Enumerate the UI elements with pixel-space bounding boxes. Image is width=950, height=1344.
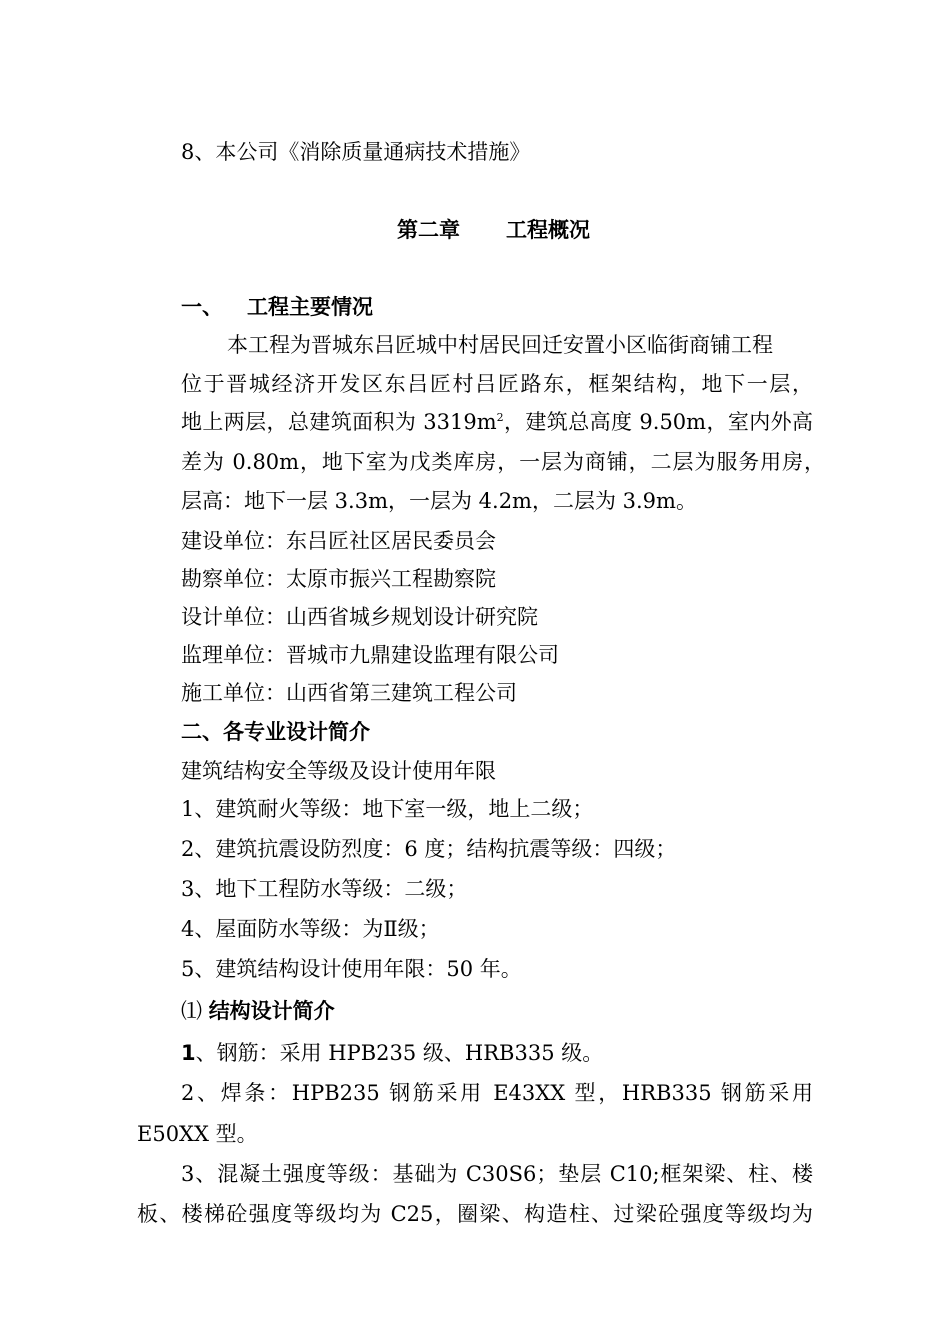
chapter-number: 第二章: [397, 218, 460, 242]
reference-item-8: 8、本公司《消除质量通病技术措施》: [181, 140, 531, 164]
rebar-line: 1、钢筋：采用 HPB235 级、HRB335 级。: [181, 1041, 604, 1065]
builder-unit: 施工单位：山西省第三建筑工程公司: [181, 681, 517, 705]
list-item: 2、建筑抗震设防烈度：6 度；结构抗震等级：四级；: [181, 837, 677, 861]
structure-title: 结构设计简介: [208, 999, 335, 1023]
list-item: 4、屋面防水等级：为Ⅱ级；: [181, 917, 440, 941]
section-1-number: 一、: [181, 295, 223, 319]
welding-line-2: E50XX 型。: [137, 1122, 258, 1146]
overview-line-5: 层高：地下一层 3.3m，一层为 4.2m，二层为 3.9m。: [181, 489, 697, 513]
survey-unit: 勘察单位：太原市振兴工程勘察院: [181, 567, 496, 591]
section-1-heading: [181, 293, 373, 321]
chapter-title: 工程概况: [506, 218, 590, 242]
list-item: 3、地下工程防水等级：二级；: [181, 877, 468, 901]
list-item: 1、建筑耐火等级：地下室一级，地上二级；: [181, 797, 594, 821]
list-item: 5、建筑结构设计使用年限：50 年。: [181, 957, 522, 981]
design-unit: 设计单位：山西省城乡规划设计研究院: [181, 605, 538, 629]
construction-unit: 建设单位：东吕匠社区居民委员会: [181, 529, 496, 553]
superscript: 2: [496, 411, 504, 424]
section-2-subtitle: 建筑结构安全等级及设计使用年限: [181, 759, 496, 783]
welding-line-1: 2、焊条：HPB235 钢筋采用 E43XX 型，HRB335 钢筋采用: [181, 1081, 813, 1105]
structure-heading: [181, 997, 335, 1025]
overview-line-4: 差为 0.80m，地下室为戊类库房，一层为商铺，二层为服务用房，: [181, 450, 825, 474]
supervision-unit: 监理单位：晋城市九鼎建设监理有限公司: [181, 643, 559, 667]
structure-number: ⑴: [181, 999, 202, 1023]
overview-line-3: 地上两层，总建筑面积为 $3319m^2$，建筑总高度 9.50m，室内外高: [181, 410, 813, 434]
overview-line-2: 位于晋城经济开发区东吕匠村吕匠路东，框架结构，地下一层，: [181, 372, 813, 396]
chapter-heading: [397, 216, 590, 244]
section-1-title: 工程主要情况: [247, 295, 373, 319]
section-2-heading: 二、各专业设计简介: [181, 720, 370, 744]
overview-line-1: 本工程为晋城东吕匠城中村居民回迁安置小区临街商铺工程: [227, 333, 773, 357]
concrete-line-2: 板、楼梯砼强度等级均为 C25，圈梁、构造柱、过梁砼强度等级均为: [137, 1202, 813, 1226]
concrete-line-1: 3、混凝土强度等级：基础为 C30S6；垫层 C10;框架梁、柱、楼: [181, 1162, 813, 1186]
